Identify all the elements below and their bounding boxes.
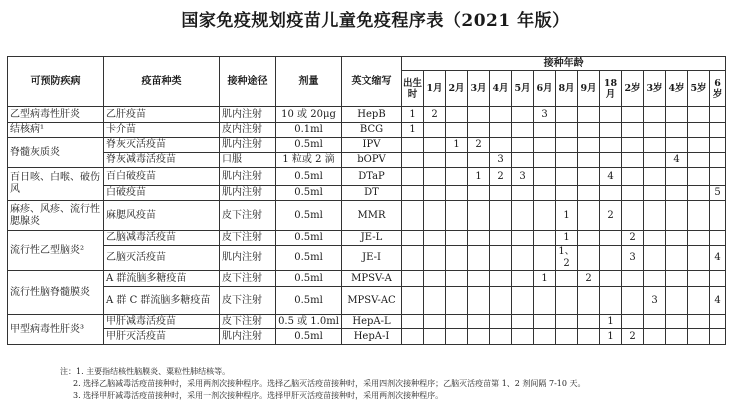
route-cell: 肌内注射 [220, 329, 276, 345]
dose-number-cell [644, 138, 666, 153]
header-age: 6岁 [710, 71, 726, 107]
dose-number-cell [622, 107, 644, 123]
dose-number-cell [512, 201, 534, 231]
dose-cell: 1 粒或 2 滴 [276, 153, 342, 168]
header-age: 3月 [468, 71, 490, 107]
dose-number-cell [710, 168, 726, 186]
dose-number-cell: 2 [622, 231, 644, 246]
dose-number-cell [424, 123, 446, 138]
dose-number-cell [534, 246, 556, 271]
dose-number-cell [556, 107, 578, 123]
dose-number-cell [512, 246, 534, 271]
dose-number-cell [468, 107, 490, 123]
header-disease: 可预防疾病 [8, 57, 104, 107]
dose-number-cell [468, 287, 490, 315]
dose-number-cell [424, 329, 446, 345]
dose-number-cell [424, 231, 446, 246]
dose-number-cell [490, 231, 512, 246]
dose-number-cell [534, 168, 556, 186]
disease-cell: 流行性乙型脑炎² [8, 231, 104, 271]
vaccine-cell: 甲肝减毒活疫苗 [104, 315, 220, 329]
dose-number-cell: 1 [600, 315, 622, 329]
dose-cell: 0.5ml [276, 246, 342, 271]
dose-number-cell [710, 138, 726, 153]
header-ages-group: 接种年龄 [402, 57, 726, 71]
dose-number-cell [600, 231, 622, 246]
dose-number-cell [490, 246, 512, 271]
dose-number-cell [402, 201, 424, 231]
dose-number-cell [556, 329, 578, 345]
dose-number-cell: 4 [710, 287, 726, 315]
dose-number-cell [578, 231, 600, 246]
dose-number-cell [490, 271, 512, 287]
dose-number-cell [578, 201, 600, 231]
dose-number-cell [688, 315, 710, 329]
dose-number-cell: 4 [600, 168, 622, 186]
dose-number-cell [644, 271, 666, 287]
dose-number-cell: 1 [402, 107, 424, 123]
vaccine-cell: 卡介苗 [104, 123, 220, 138]
dose-number-cell [578, 153, 600, 168]
dose-number-cell: 3 [490, 153, 512, 168]
dose-number-cell [424, 246, 446, 271]
dose-number-cell [556, 168, 578, 186]
dose-number-cell [534, 138, 556, 153]
dose-number-cell [556, 186, 578, 201]
dose-cell: 0.5ml [276, 138, 342, 153]
dose-number-cell [644, 123, 666, 138]
dose-number-cell [402, 186, 424, 201]
immunization-schedule-table [7, 56, 726, 345]
dose-number-cell [490, 107, 512, 123]
footnote-2: 2. 选择乙脑减毒活疫苗接种时，采用两剂次接种程序。选择乙脑灭活疫苗接种时，采用四剂次接种程序；乙脑灭活疫苗第 1、2 剂间隔 7-10 天。 [73, 379, 586, 388]
dose-number-cell [666, 231, 688, 246]
dose-number-cell [446, 107, 468, 123]
dose-number-cell [710, 107, 726, 123]
dose-number-cell: 1 [402, 123, 424, 138]
header-age: 4岁 [666, 71, 688, 107]
header-age: 5月 [512, 71, 534, 107]
dose-number-cell [688, 329, 710, 345]
dose-number-cell [424, 287, 446, 315]
abbr-cell: DTaP [342, 168, 402, 186]
dose-number-cell [666, 123, 688, 138]
dose-number-cell [512, 329, 534, 345]
dose-number-cell [534, 329, 556, 345]
dose-number-cell [622, 138, 644, 153]
dose-number-cell [688, 138, 710, 153]
dose-cell: 0.5ml [276, 186, 342, 201]
dose-number-cell [424, 138, 446, 153]
dose-number-cell [688, 123, 710, 138]
dose-number-cell [600, 138, 622, 153]
header-age: 18月 [600, 71, 622, 107]
dose-number-cell [578, 123, 600, 138]
dose-cell: 0.5ml [276, 231, 342, 246]
abbr-cell: MMR [342, 201, 402, 231]
dose-number-cell [666, 168, 688, 186]
dose-number-cell [666, 107, 688, 123]
dose-number-cell [622, 315, 644, 329]
dose-number-cell [666, 315, 688, 329]
dose-number-cell [534, 123, 556, 138]
dose-cell: 10 或 20μg [276, 107, 342, 123]
header-route: 接种途径 [220, 57, 276, 107]
vaccine-cell: A 群流脑多糖疫苗 [104, 271, 220, 287]
dose-number-cell: 2 [468, 138, 490, 153]
dose-number-cell [710, 231, 726, 246]
vaccine-cell: 乙脑灭活疫苗 [104, 246, 220, 271]
dose-number-cell [556, 123, 578, 138]
table-row [8, 138, 726, 153]
table-row [8, 231, 726, 246]
dose-number-cell [600, 287, 622, 315]
table-row [8, 271, 726, 287]
dose-number-cell [644, 168, 666, 186]
dose-number-cell: 2 [600, 201, 622, 231]
route-cell: 肌内注射 [220, 186, 276, 201]
dose-number-cell [402, 168, 424, 186]
dose-number-cell [534, 186, 556, 201]
disease-cell: 流行性脑脊髓膜炎 [8, 271, 104, 315]
header-age: 1月 [424, 71, 446, 107]
route-cell: 肌内注射 [220, 138, 276, 153]
abbr-cell: HepA-L [342, 315, 402, 329]
dose-number-cell [446, 201, 468, 231]
abbr-cell: JE-L [342, 231, 402, 246]
dose-number-cell [468, 231, 490, 246]
dose-cell: 0.5ml [276, 271, 342, 287]
footnote-1: 注：1. 主要指结核性脑膜炎、粟粒性肺结核等。 [60, 367, 231, 376]
dose-number-cell [666, 138, 688, 153]
route-cell: 皮内注射 [220, 123, 276, 138]
route-cell: 肌内注射 [220, 168, 276, 186]
dose-number-cell [600, 271, 622, 287]
dose-number-cell [578, 329, 600, 345]
dose-number-cell [446, 231, 468, 246]
dose-number-cell [556, 315, 578, 329]
dose-number-cell [512, 138, 534, 153]
dose-number-cell: 2 [424, 107, 446, 123]
disease-cell: 结核病¹ [8, 123, 104, 138]
dose-cell: 0.5ml [276, 329, 342, 345]
dose-cell: 0.5ml [276, 168, 342, 186]
dose-number-cell [402, 287, 424, 315]
header-age: 9月 [578, 71, 600, 107]
route-cell: 皮下注射 [220, 287, 276, 315]
dose-number-cell [710, 123, 726, 138]
dose-number-cell [512, 123, 534, 138]
dose-number-cell [468, 201, 490, 231]
dose-number-cell [622, 186, 644, 201]
dose-number-cell [446, 271, 468, 287]
header-vaccine: 疫苗种类 [104, 57, 220, 107]
dose-number-cell: 1 [446, 138, 468, 153]
dose-number-cell [446, 315, 468, 329]
header-dose: 剂量 [276, 57, 342, 107]
dose-number-cell [402, 271, 424, 287]
dose-number-cell [446, 329, 468, 345]
dose-number-cell [622, 271, 644, 287]
dose-number-cell [490, 329, 512, 345]
dose-number-cell [710, 329, 726, 345]
dose-cell: 0.1ml [276, 123, 342, 138]
dose-number-cell [512, 153, 534, 168]
table-row [8, 287, 726, 315]
dose-number-cell [446, 168, 468, 186]
dose-number-cell [644, 186, 666, 201]
dose-number-cell: 1 [534, 271, 556, 287]
dose-number-cell [622, 123, 644, 138]
dose-number-cell: 2 [578, 271, 600, 287]
dose-number-cell [556, 153, 578, 168]
header-age: 3岁 [644, 71, 666, 107]
dose-number-cell: 1 [556, 201, 578, 231]
dose-number-cell [578, 287, 600, 315]
dose-number-cell [446, 246, 468, 271]
dose-number-cell [468, 329, 490, 345]
header-abbr: 英文缩写 [342, 57, 402, 107]
dose-number-cell [644, 329, 666, 345]
dose-number-cell [446, 287, 468, 315]
dose-number-cell [666, 271, 688, 287]
dose-number-cell [688, 201, 710, 231]
header-age: 4月 [490, 71, 512, 107]
dose-number-cell [600, 153, 622, 168]
abbr-cell: IPV [342, 138, 402, 153]
header-age: 出生时 [402, 71, 424, 107]
dose-number-cell: 4 [666, 153, 688, 168]
dose-number-cell [710, 153, 726, 168]
dose-number-cell [424, 168, 446, 186]
dose-number-cell [688, 271, 710, 287]
dose-number-cell [446, 153, 468, 168]
dose-number-cell [468, 315, 490, 329]
dose-number-cell [666, 246, 688, 271]
dose-number-cell [424, 201, 446, 231]
dose-number-cell [534, 153, 556, 168]
dose-number-cell [534, 201, 556, 231]
dose-number-cell [622, 287, 644, 315]
dose-number-cell [468, 271, 490, 287]
dose-number-cell: 3 [512, 168, 534, 186]
dose-number-cell [644, 231, 666, 246]
disease-cell: 麻疹、风疹、流行性腮腺炎 [8, 201, 104, 231]
table-row [8, 168, 726, 186]
dose-number-cell [424, 186, 446, 201]
dose-number-cell [622, 201, 644, 231]
dose-number-cell [490, 201, 512, 231]
vaccine-cell: 甲肝灭活疫苗 [104, 329, 220, 345]
header-age: 2岁 [622, 71, 644, 107]
dose-number-cell [578, 168, 600, 186]
dose-number-cell [424, 153, 446, 168]
table-row [8, 107, 726, 123]
dose-number-cell: 2 [490, 168, 512, 186]
route-cell: 口服 [220, 153, 276, 168]
dose-number-cell [622, 168, 644, 186]
dose-number-cell [578, 246, 600, 271]
dose-number-cell [666, 287, 688, 315]
dose-number-cell [402, 231, 424, 246]
vaccine-cell: A 群 C 群流脑多糖疫苗 [104, 287, 220, 315]
dose-number-cell [402, 315, 424, 329]
dose-number-cell [424, 315, 446, 329]
dose-number-cell [578, 186, 600, 201]
dose-number-cell [446, 186, 468, 201]
header-age: 2月 [446, 71, 468, 107]
dose-number-cell [578, 107, 600, 123]
dose-number-cell [688, 107, 710, 123]
dose-number-cell [710, 271, 726, 287]
header-age: 8月 [556, 71, 578, 107]
dose-number-cell: 3 [534, 107, 556, 123]
abbr-cell: BCG [342, 123, 402, 138]
vaccine-cell: 白破疫苗 [104, 186, 220, 201]
vaccine-cell: 乙脑减毒活疫苗 [104, 231, 220, 246]
dose-number-cell [468, 246, 490, 271]
header-age: 6月 [534, 71, 556, 107]
dose-number-cell: 1 [600, 329, 622, 345]
vaccine-cell: 脊灰减毒活疫苗 [104, 153, 220, 168]
dose-number-cell [644, 107, 666, 123]
dose-cell: 0.5ml [276, 201, 342, 231]
dose-number-cell: 3 [644, 287, 666, 315]
dose-number-cell [512, 231, 534, 246]
dose-number-cell [534, 315, 556, 329]
dose-cell: 0.5ml [276, 287, 342, 315]
route-cell: 皮下注射 [220, 271, 276, 287]
dose-number-cell [556, 287, 578, 315]
abbr-cell: JE-I [342, 246, 402, 271]
dose-number-cell [600, 186, 622, 201]
dose-cell: 0.5 或 1.0ml [276, 315, 342, 329]
abbr-cell: DT [342, 186, 402, 201]
abbr-cell: HepA-I [342, 329, 402, 345]
dose-number-cell [534, 231, 556, 246]
table-row [8, 246, 726, 271]
dose-number-cell [644, 315, 666, 329]
dose-number-cell [600, 107, 622, 123]
abbr-cell: MPSV-AC [342, 287, 402, 315]
dose-number-cell [512, 186, 534, 201]
route-cell: 肌内注射 [220, 246, 276, 271]
dose-number-cell [512, 271, 534, 287]
dose-number-cell [688, 231, 710, 246]
dose-number-cell [490, 315, 512, 329]
dose-number-cell [578, 315, 600, 329]
disease-cell: 乙型病毒性肝炎 [8, 107, 104, 123]
dose-number-cell: 1、2 [556, 246, 578, 271]
route-cell: 皮下注射 [220, 231, 276, 246]
route-cell: 皮下注射 [220, 201, 276, 231]
dose-number-cell [468, 123, 490, 138]
vaccine-cell: 麻腮风疫苗 [104, 201, 220, 231]
dose-number-cell [402, 246, 424, 271]
dose-number-cell [710, 201, 726, 231]
footnote-3: 3. 选择甲肝减毒活疫苗接种时，采用一剂次接种程序。选择甲肝灭活疫苗接种时，采用两剂次接种程序。 [73, 391, 444, 400]
table-row [8, 315, 726, 329]
dose-number-cell [600, 246, 622, 271]
dose-number-cell [490, 186, 512, 201]
dose-number-cell [644, 246, 666, 271]
abbr-cell: MPSV-A [342, 271, 402, 287]
dose-number-cell [468, 153, 490, 168]
disease-cell: 甲型病毒性肝炎³ [8, 315, 104, 345]
table-row [8, 201, 726, 231]
dose-number-cell [534, 287, 556, 315]
dose-number-cell [446, 123, 468, 138]
dose-number-cell: 3 [622, 246, 644, 271]
table-row [8, 186, 726, 201]
dose-number-cell [490, 138, 512, 153]
page-title: 国家免疫规划疫苗儿童免疫程序表（2021 年版） [181, 11, 570, 31]
dose-number-cell [688, 168, 710, 186]
dose-number-cell [644, 153, 666, 168]
dose-number-cell [512, 107, 534, 123]
dose-number-cell [424, 271, 446, 287]
disease-cell: 百日咳、白喉、破伤风 [8, 168, 104, 201]
disease-cell: 脊髓灰质炎 [8, 138, 104, 168]
dose-number-cell: 5 [710, 186, 726, 201]
vaccine-cell: 乙肝疫苗 [104, 107, 220, 123]
table-row [8, 153, 726, 168]
table-row [8, 123, 726, 138]
dose-number-cell: 2 [622, 329, 644, 345]
dose-number-cell [644, 201, 666, 231]
dose-number-cell [578, 138, 600, 153]
dose-number-cell [688, 287, 710, 315]
dose-number-cell: 1 [468, 168, 490, 186]
dose-number-cell [666, 201, 688, 231]
abbr-cell: HepB [342, 107, 402, 123]
footnotes [60, 366, 740, 402]
dose-number-cell [512, 287, 534, 315]
dose-number-cell [666, 329, 688, 345]
dose-number-cell [490, 287, 512, 315]
dose-number-cell: 4 [710, 246, 726, 271]
dose-number-cell [600, 123, 622, 138]
vaccine-cell: 百白破疫苗 [104, 168, 220, 186]
dose-number-cell [710, 315, 726, 329]
dose-number-cell [688, 186, 710, 201]
dose-number-cell [402, 138, 424, 153]
dose-number-cell [402, 329, 424, 345]
dose-number-cell [402, 153, 424, 168]
dose-number-cell: 1 [556, 231, 578, 246]
abbr-cell: bOPV [342, 153, 402, 168]
dose-number-cell [512, 315, 534, 329]
dose-number-cell [666, 186, 688, 201]
dose-number-cell [688, 153, 710, 168]
route-cell: 肌内注射 [220, 107, 276, 123]
dose-number-cell [688, 246, 710, 271]
route-cell: 皮下注射 [220, 315, 276, 329]
dose-number-cell [468, 186, 490, 201]
table-row [8, 329, 726, 345]
dose-number-cell [556, 271, 578, 287]
dose-number-cell [622, 153, 644, 168]
vaccine-cell: 脊灰灭活疫苗 [104, 138, 220, 153]
header-age: 5岁 [688, 71, 710, 107]
dose-number-cell [556, 138, 578, 153]
dose-number-cell [490, 123, 512, 138]
